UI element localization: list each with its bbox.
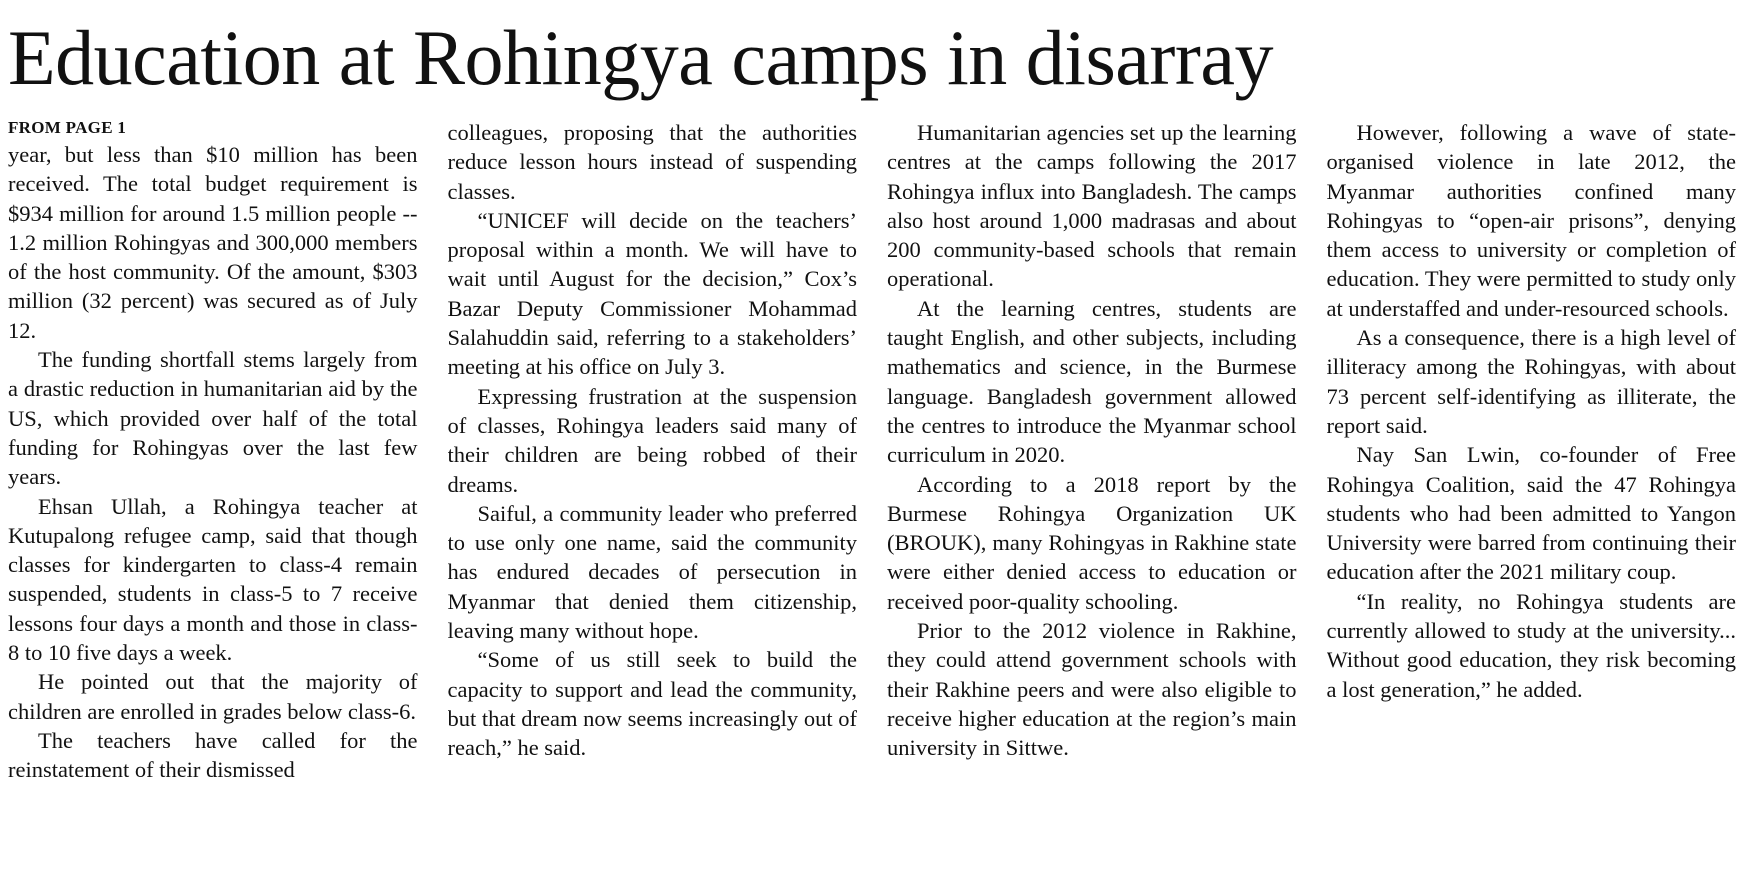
continuation-kicker: FROM PAGE 1	[8, 118, 127, 137]
headline: Education at Rohingya camps in disarray	[8, 14, 1273, 101]
column-3	[887, 118, 1297, 870]
article-body	[8, 118, 1736, 870]
paragraph: The teachers have called for the reinstatement of their dismissed	[8, 727, 418, 783]
paragraph: colleagues, proposing that the authorities reduce lesson hours instead of suspending classes.	[447, 120, 857, 204]
paragraph: He pointed out that the majority of children are enrolled in grades below class-6.	[8, 669, 418, 724]
paragraph: Saiful, a community leader who preferred to use only one name, said the community has endured decades of persecution in Myanmar that denied them citizenship, leaving many without hope.	[447, 500, 857, 644]
paragraph: “UNICEF will decide on the teachers’ proposal within a month. We will have to wait until August for the decision,” Cox’s Bazar Deputy Commissioner Mohammad Salahuddin said, referring to a stakeholders’ meeting at his office on July 3.	[447, 207, 857, 380]
paragraph: “In reality, no Rohingya students are currently allowed to study at the university... Without good education, they risk becoming a lost generation,” he added.	[1326, 588, 1736, 702]
column-4	[1327, 118, 1737, 870]
paragraph: Humanitarian agencies set up the learning centres at the camps following the 2017 Rohingya influx into Bangladesh. The camps also host around 1,000 madrasas and about 200 community-based schools that remain operational.	[887, 120, 1297, 292]
paragraph: Nay San Lwin, co-founder of Free Rohingya Coalition, said the 47 Rohingya students who had been admitted to Yangon University were barred from continuing their education after the 2021 military coup.	[1326, 442, 1736, 585]
column-1	[8, 118, 418, 870]
paragraph: As a consequence, there is a high level of illiteracy among the Rohingyas, with about 73 percent self-identifying as illiterate, the report said.	[1326, 325, 1736, 438]
paragraph: The funding shortfall stems largely from a drastic reduction in humanitarian aid by the US, which provided over half of the total funding for Rohingyas over the last few years.	[8, 347, 418, 490]
paragraph: Ehsan Ullah, a Rohingya teacher at Kutupalong refugee camp, said that though classes for kindergarten to class-4 remain suspended, students in class-5 to 7 receive lessons four days a month and those in class-8 to 10 five days a week.	[8, 493, 418, 666]
paragraph: However, following a wave of state-organised violence in late 2012, the Myanmar authorities confined many Rohingyas to “open-air prisons”, denying them access to university or completion of education. They were permitted to study only at understaffed and under-resourced schools.	[1326, 120, 1736, 321]
paragraph: Expressing frustration at the suspension of classes, Rohingya leaders said many of their children are being robbed of their dreams.	[447, 383, 857, 497]
paragraph: At the learning centres, students are taught English, and other subjects, including mathematics and science, in the Burmese language. Bangladesh government allowed the centres to introduce the Myanmar school curriculum in 2020.	[887, 295, 1297, 468]
paragraph: According to a 2018 report by the Burmese Rohingya Organization UK (BROUK), many Rohingyas in Rakhine state were either denied access to education or received poor-quality schooling.	[887, 471, 1297, 614]
paragraph: “Some of us still seek to build the capacity to support and lead the community, but that dream now seems increasingly out of reach,” he said.	[447, 647, 857, 761]
column-2	[448, 118, 858, 870]
paragraph: Prior to the 2012 violence in Rakhine, they could attend government schools with their Rakhine peers and were also eligible to receive higher education at the region’s main university in Sittwe.	[887, 618, 1297, 761]
paragraph: year, but less than $10 million has been received. The total budget requirement is $934 million for around 1.5 million people -- 1.2 million Rohingyas and 300,000 members of the host community. Of the amount, $303 million (32 percent) was secured as of July 12.	[8, 142, 418, 343]
